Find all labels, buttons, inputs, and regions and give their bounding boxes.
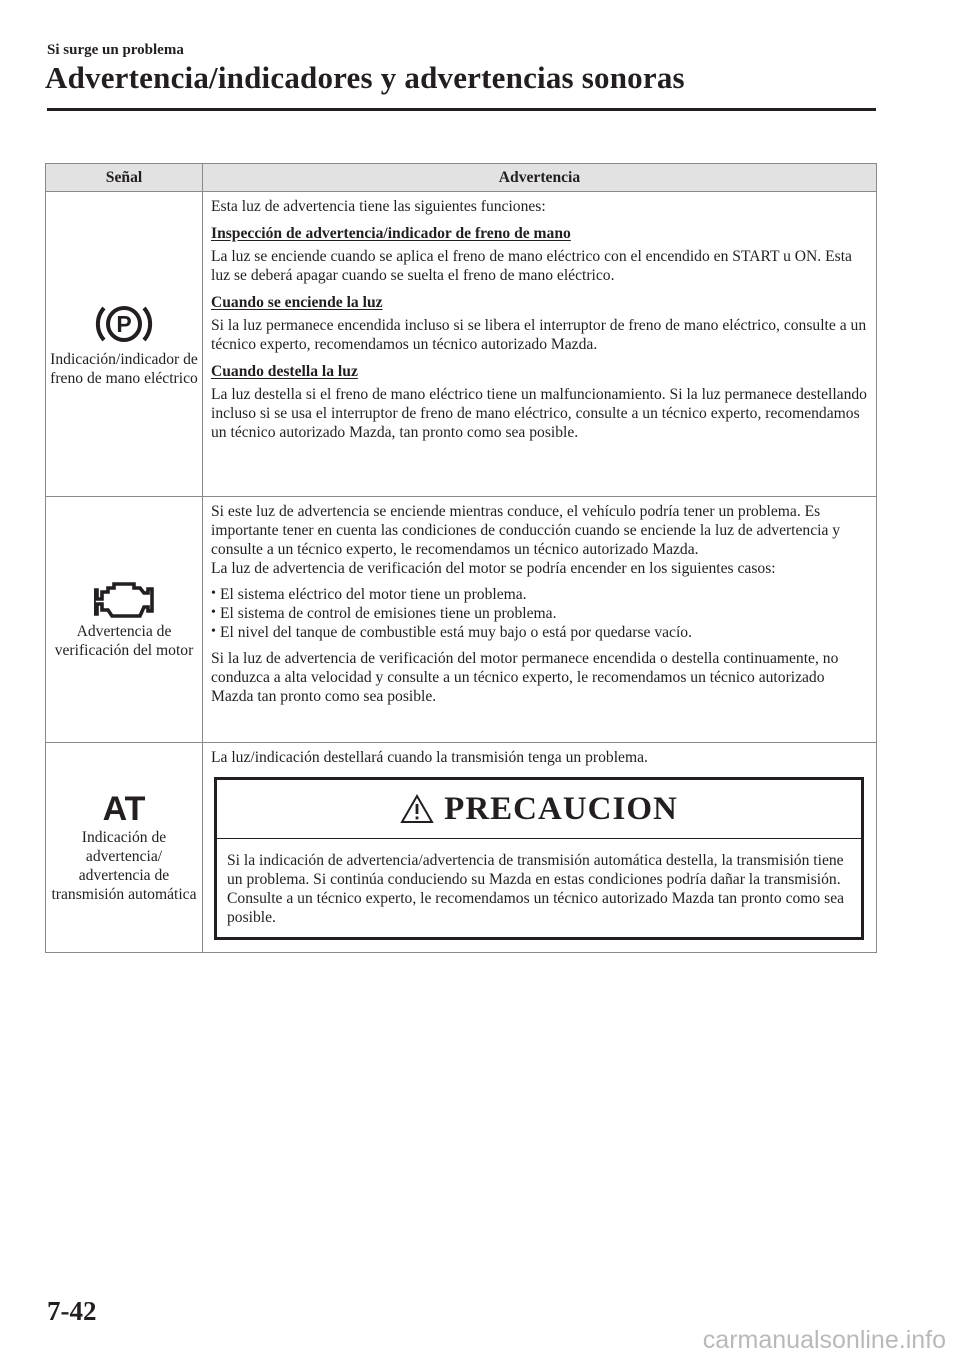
list-item: • El sistema de control de emisiones tiene un problema.	[211, 604, 868, 623]
page-number: 7-42	[47, 1296, 97, 1326]
intro-text: Esta luz de advertencia tiene las siguientes funciones:	[211, 198, 546, 215]
table-header-row	[46, 164, 877, 192]
table-row	[46, 497, 877, 743]
table-row	[46, 192, 877, 497]
paragraph: La luz de advertencia de verificación del motor se podría encender en los siguientes casos:	[211, 560, 776, 577]
signal-label: Indicación de advertencia/ advertencia de transmisión automática	[51, 828, 197, 903]
warning-cell	[203, 497, 877, 743]
signal-cell	[46, 497, 203, 743]
list-item: • El sistema eléctrico del motor tiene un problema.	[211, 585, 868, 604]
caution-title: PRECAUCION	[444, 790, 678, 827]
subheading: Inspección de advertencia/indicador de freno de mano	[211, 225, 571, 242]
paragraph: Si este luz de advertencia se enciende mientras conduce, el vehículo podría tener un problema. Es importante tener en cuenta las condiciones de conducción cuando se enciende la luz de advertencia y consulte a un técnico experto, le recomendamos un técnico autorizado Mazda.	[211, 503, 841, 558]
caution-box	[214, 777, 864, 940]
watermark: carmanualsonline.info	[702, 1326, 946, 1354]
paragraph: La luz/indicación destellará cuando la transmisión tenga un problema.	[211, 749, 648, 766]
paragraph: La luz destella si el freno de mano eléctrico tiene un malfuncionamiento. Si la luz permanece destellando incluso si se usa el interruptor de freno de mano eléctrico, consulte a un técnico experto, recomendamos un técnico autorizado Mazda, tan pronto como sea posible.	[211, 386, 867, 441]
paragraph: Si la luz de advertencia de verificación del motor permanece encendida o destella continuamente, no conduzca a alta velocidad y consulte a un técnico experto, le recomendamos un técnico autorizado Mazda tan pronto como sea posible.	[211, 650, 839, 705]
at-icon: AT	[102, 789, 146, 828]
signal-label: Advertencia de verificación del motor	[54, 622, 194, 659]
list-item: • El nivel del tanque de combustible está muy bajo o está por quedarse vacío.	[211, 623, 868, 642]
caution-body: Si la indicación de advertencia/advertencia de transmisión automática destella, la transmisión tiene un problema. Si continúa conduciendo su Mazda en estas condiciones podría dañar la transmisión. Consulte a un técnico experto, le recomendamos un técnico autorizado Mazda tan pronto como sea posible.	[227, 852, 845, 926]
page-title: Advertencia/indicadores y advertencias sonoras	[45, 60, 685, 95]
section-label: Si surge un problema	[47, 42, 184, 58]
warning-triangle-icon	[400, 794, 434, 824]
signal-cell	[46, 192, 203, 497]
caution-header	[217, 780, 861, 839]
signal-label: Indicación/indicador de freno de mano eléctrico	[50, 351, 198, 387]
subheading: Cuando se enciende la luz	[211, 294, 383, 311]
title-rule	[47, 108, 876, 111]
bullet-list	[211, 585, 868, 642]
check-engine-icon	[94, 580, 154, 620]
svg-text:P: P	[116, 311, 132, 337]
warning-cell	[203, 192, 877, 497]
table-row	[46, 743, 877, 953]
subheading: Cuando destella la luz	[211, 363, 358, 380]
warning-cell	[203, 743, 877, 953]
paragraph: La luz se enciende cuando se aplica el freno de mano eléctrico con el encendido en START u ON. Esta luz se deberá apagar cuando se suelta el freno de mano eléctrico.	[211, 248, 852, 284]
signal-cell	[46, 743, 203, 953]
parking-brake-icon	[93, 300, 155, 348]
paragraph: Si la luz permanece encendida incluso si se libera el interruptor de freno de mano eléctrico, consulte a un técnico experto, recomendamos un técnico autorizado Mazda.	[211, 317, 867, 353]
column-header-signal: Señal	[46, 164, 203, 192]
column-header-warning: Advertencia	[203, 164, 877, 192]
warning-table	[45, 163, 877, 953]
